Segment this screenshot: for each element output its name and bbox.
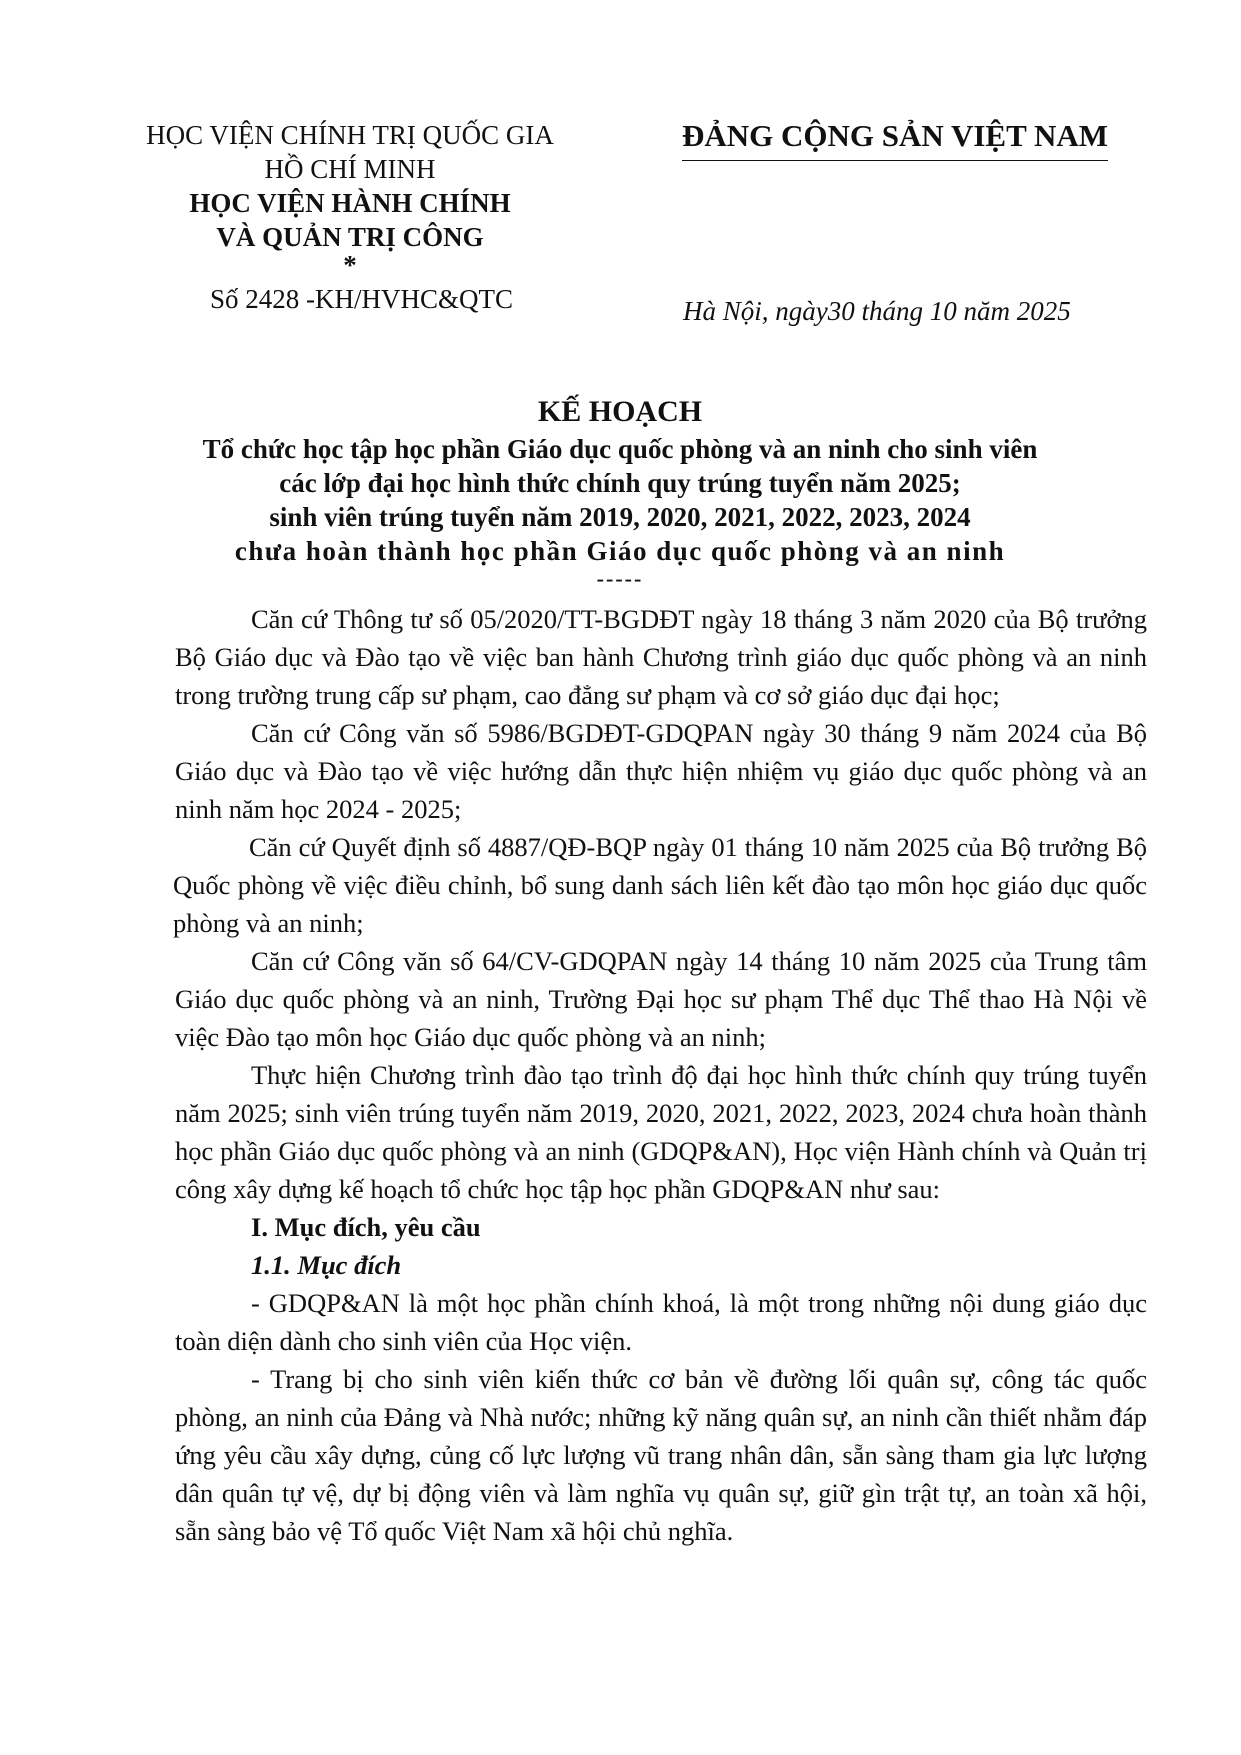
title-line-1: Tổ chức học tập học phần Giáo dục quốc phòng và an ninh cho sinh viên: [202, 434, 1038, 464]
document-title-block: [120, 392, 1120, 590]
org-star: *: [343, 250, 357, 280]
org-line-4: VÀ QUẢN TRỊ CÔNG: [216, 222, 484, 252]
party-header-block: [680, 116, 1110, 161]
paragraph-legal-basis-4: Căn cứ Công văn số 64/CV-GDQPAN ngày 14 tháng 10 năm 2025 của Trung tâm Giáo dục quốc phòng và an ninh, Trường Đại học sư phạm Thể dục Thể thao Hà Nội về việc Đào tạo môn học Giáo dục quốc phòng và an ninh;: [175, 946, 1147, 1052]
paragraph-implementation: Thực hiện Chương trình đào tạo trình độ đại học hình thức chính quy trúng tuyển năm 2025; sinh viên trúng tuyển năm 2019, 2020, 2021, 2022, 2023, 2024 chưa hoàn thành học phần Giáo dục quốc phòng và an ninh (GDQP&AN), Học viện Hành chính và Quản trị công xây dựng kế hoạch tổ chức học tập học phần GDQP&AN như sau:: [175, 1060, 1147, 1204]
org-line-2: HỒ CHÍ MINH: [264, 154, 436, 184]
title-line-4: chưa hoàn thành học phần Giáo dục quốc phòng và an ninh: [234, 536, 1006, 566]
section-heading-1-1: 1.1. Mục đích: [251, 1250, 402, 1280]
org-line-1: HỌC VIỆN CHÍNH TRỊ QUỐC GIA: [146, 120, 554, 150]
paragraph-legal-basis-1: Căn cứ Thông tư số 05/2020/TT-BGDĐT ngày 18 tháng 3 năm 2020 của Bộ trưởng Bộ Giáo dục và Đào tạo về việc ban hành Chương trình giáo dục quốc phòng và an ninh trong trường trung cấp sư phạm, cao đẳng sư phạm và cơ sở giáo dục đại học;: [175, 604, 1147, 710]
title-divider: -----: [596, 566, 644, 591]
document-title: KẾ HOẠCH: [537, 395, 703, 428]
org-line-3: HỌC VIỆN HÀNH CHÍNH: [189, 188, 511, 218]
party-name: ĐẢNG CỘNG SẢN VIỆT NAM: [682, 116, 1108, 161]
issuing-organization-block: [140, 118, 560, 316]
title-line-2: các lớp đại học hình thức chính quy trúng tuyển năm 2025;: [279, 468, 961, 498]
document-number: Số 2428 -KH/HVHC&QTC: [210, 284, 514, 314]
paragraph-purpose-2: - Trang bị cho sinh viên kiến thức cơ bản về đường lối quân sự, công tác quốc phòng, an ninh của Đảng và Nhà nước; những kỹ năng quân sự, an ninh cần thiết nhằm đáp ứng yêu cầu xây dựng, củng cố lực lượng vũ trang nhân dân, sẵn sàng tham gia lực lượng dân quân tự vệ, dự bị động viên và làm nghĩa vụ quân sự, giữ gìn trật tự, an toàn xã hội, sẵn sàng bảo vệ Tổ quốc Việt Nam xã hội chủ nghĩa.: [175, 1364, 1147, 1546]
section-heading-1: I. Mục đích, yêu cầu: [251, 1212, 481, 1242]
paragraph-purpose-1: - GDQP&AN là một học phần chính khoá, là một trong những nội dung giáo dục toàn diện dành cho sinh viên của Học viện.: [175, 1288, 1147, 1356]
place-date-line: Hà Nội, ngày30 tháng 10 năm 2025: [683, 296, 1071, 326]
title-line-3: sinh viên trúng tuyển năm 2019, 2020, 2021, 2022, 2023, 2024: [269, 502, 971, 532]
paragraph-legal-basis-2: Căn cứ Công văn số 5986/BGDĐT-GDQPAN ngày 30 tháng 9 năm 2024 của Bộ Giáo dục và Đào tạo về việc hướng dẫn thực hiện nhiệm vụ giáo dục quốc phòng và an ninh năm học 2024 - 2025;: [175, 718, 1147, 824]
document-body: [175, 600, 1147, 1550]
paragraph-legal-basis-3: Căn cứ Quyết định số 4887/QĐ-BQP ngày 01 tháng 10 năm 2025 của Bộ trưởng Bộ Quốc phòng về việc điều chỉnh, bổ sung danh sách liên kết đào tạo môn học giáo dục quốc phòng và an ninh;: [173, 832, 1147, 938]
